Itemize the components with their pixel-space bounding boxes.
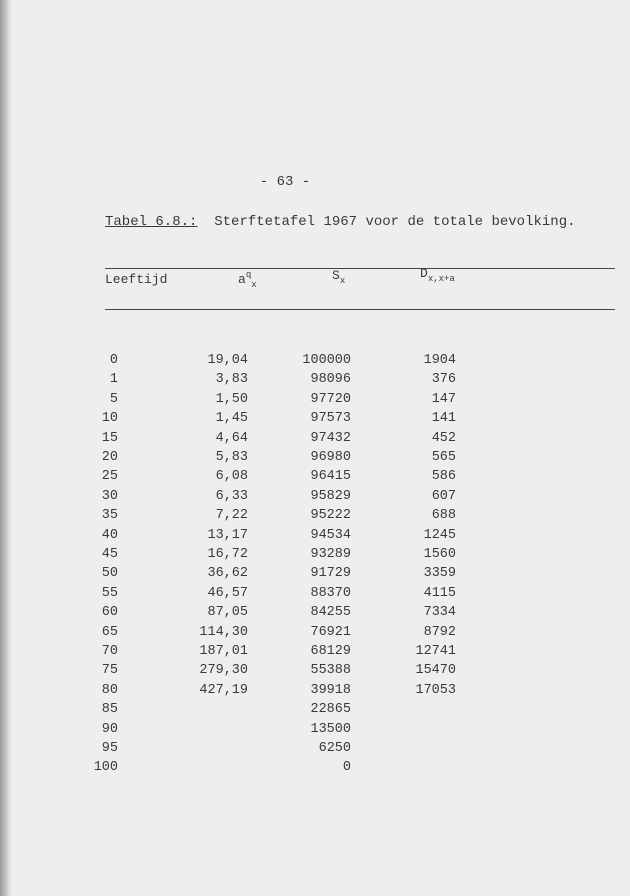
- cell-age: 75: [101, 663, 118, 679]
- cell-age: 65: [101, 624, 118, 640]
- cell-q: 46,57: [207, 585, 248, 601]
- cell-q: 36,62: [207, 566, 248, 582]
- cell-q: 7,22: [215, 508, 248, 524]
- table-row: [0, 431, 630, 451]
- cell-age: 60: [101, 605, 118, 621]
- table-row: [0, 586, 630, 606]
- table-row: [0, 372, 630, 392]
- header-q-sup: q: [245, 270, 252, 280]
- table-row: [0, 353, 630, 373]
- cell-q: 6,33: [215, 488, 248, 504]
- header-d-sub: x,x+a: [427, 274, 455, 284]
- cell-age: 5: [109, 391, 118, 407]
- cell-s: 6250: [318, 741, 351, 756]
- cell-q: 1,45: [215, 411, 248, 427]
- header-q-sub: x: [251, 280, 257, 290]
- cell-s: 97573: [310, 411, 351, 427]
- cell-d: 7334: [423, 605, 456, 621]
- cell-age: 90: [101, 721, 118, 737]
- cell-age: 10: [101, 411, 118, 427]
- cell-s: 0: [342, 760, 351, 776]
- cell-age: 15: [101, 430, 118, 446]
- cell-s: 76921: [310, 624, 351, 640]
- header-bottom-rule: [105, 309, 615, 310]
- cell-age: 25: [101, 469, 118, 485]
- cell-d: 17053: [415, 682, 456, 698]
- header-d: [420, 266, 455, 284]
- cell-d: 12741: [415, 644, 456, 659]
- cell-s: 95829: [310, 488, 351, 504]
- cell-s: 96980: [310, 450, 351, 465]
- cell-s: 100000: [302, 353, 351, 368]
- cell-q: 16,72: [207, 547, 248, 562]
- table-row: [0, 566, 630, 586]
- table-row: [0, 644, 630, 664]
- cell-q: 279,30: [199, 663, 248, 679]
- table-row: [0, 469, 630, 489]
- table-row: [0, 508, 630, 528]
- cell-q: 87,05: [207, 605, 248, 621]
- table-row: [0, 547, 630, 567]
- cell-q: 19,04: [207, 353, 248, 368]
- cell-d: 376: [431, 372, 456, 388]
- cell-d: 147: [431, 391, 456, 407]
- cell-d: 8792: [423, 624, 456, 640]
- cell-d: 1560: [423, 547, 456, 562]
- cell-age: 70: [101, 644, 118, 659]
- cell-age: 1: [109, 372, 118, 388]
- cell-s: 91729: [310, 566, 351, 582]
- cell-d: 4115: [423, 585, 456, 601]
- cell-d: 3359: [423, 566, 456, 582]
- header-s-sub: x: [339, 276, 346, 286]
- header-q-pre: a: [238, 272, 246, 287]
- table-label: Tabel 6.8.:: [105, 214, 198, 230]
- cell-s: 13500: [310, 721, 351, 737]
- cell-q: 6,08: [215, 469, 248, 485]
- table-row: [0, 392, 630, 412]
- table-row: [0, 760, 630, 780]
- header-s: [332, 268, 346, 286]
- header-d-main: D: [420, 266, 428, 281]
- cell-age: 30: [101, 488, 118, 504]
- cell-s: 93289: [310, 547, 351, 562]
- cell-d: 688: [431, 508, 456, 524]
- cell-d: 1245: [423, 527, 456, 543]
- cell-q: 4,64: [215, 430, 248, 446]
- cell-s: 88370: [310, 585, 351, 601]
- cell-s: 94534: [310, 527, 351, 543]
- cell-s: 95222: [310, 508, 351, 524]
- cell-age: 85: [101, 702, 118, 718]
- table-row: [0, 489, 630, 509]
- table-row: [0, 528, 630, 548]
- cell-d: 15470: [415, 663, 456, 679]
- header-top-rule: [105, 268, 615, 269]
- cell-d: 586: [431, 469, 456, 485]
- cell-age: 50: [101, 566, 118, 582]
- table-row: [0, 683, 630, 703]
- cell-s: 55388: [310, 663, 351, 679]
- cell-q: 13,17: [207, 527, 248, 543]
- cell-d: 1904: [423, 353, 456, 368]
- cell-age: 80: [101, 682, 118, 698]
- table-row: [0, 722, 630, 742]
- cell-age: 35: [101, 508, 118, 524]
- cell-d: 565: [431, 450, 456, 465]
- cell-age: 55: [101, 585, 118, 601]
- cell-s: 97720: [310, 391, 351, 407]
- table-row: [0, 411, 630, 431]
- cell-d: 607: [431, 488, 456, 504]
- table-row: [0, 741, 630, 761]
- cell-q: 5,83: [215, 450, 248, 465]
- table-row: [0, 663, 630, 683]
- cell-q: 1,50: [215, 391, 248, 407]
- table-title: [105, 214, 576, 230]
- cell-age: 95: [101, 741, 118, 756]
- cell-age: 40: [101, 527, 118, 543]
- cell-age: 0: [109, 353, 118, 368]
- header-q: [238, 270, 257, 290]
- table-row: [0, 625, 630, 645]
- cell-age: 20: [101, 450, 118, 465]
- cell-q: 3,83: [215, 372, 248, 388]
- cell-q: 427,19: [199, 682, 248, 698]
- cell-q: 187,01: [199, 644, 248, 659]
- cell-s: 96415: [310, 469, 351, 485]
- header-s-main: S: [332, 268, 340, 283]
- cell-q: 114,30: [199, 624, 248, 640]
- table-row: [0, 605, 630, 625]
- cell-s: 22865: [310, 702, 351, 718]
- cell-age: 100: [93, 760, 118, 776]
- header-age: Leeftijd: [105, 272, 168, 287]
- cell-s: 39918: [310, 682, 351, 698]
- cell-d: 141: [431, 411, 456, 427]
- table-row: [0, 702, 630, 722]
- cell-s: 68129: [310, 644, 351, 659]
- cell-s: 84255: [310, 605, 351, 621]
- cell-d: 452: [431, 430, 456, 446]
- cell-age: 45: [101, 547, 118, 562]
- page-number: - 63 -: [259, 174, 311, 190]
- table-row: [0, 450, 630, 470]
- cell-s: 97432: [310, 430, 351, 446]
- table-caption: Sterftetafel 1967 voor de totale bevolking.: [214, 214, 576, 230]
- cell-s: 98096: [310, 372, 351, 388]
